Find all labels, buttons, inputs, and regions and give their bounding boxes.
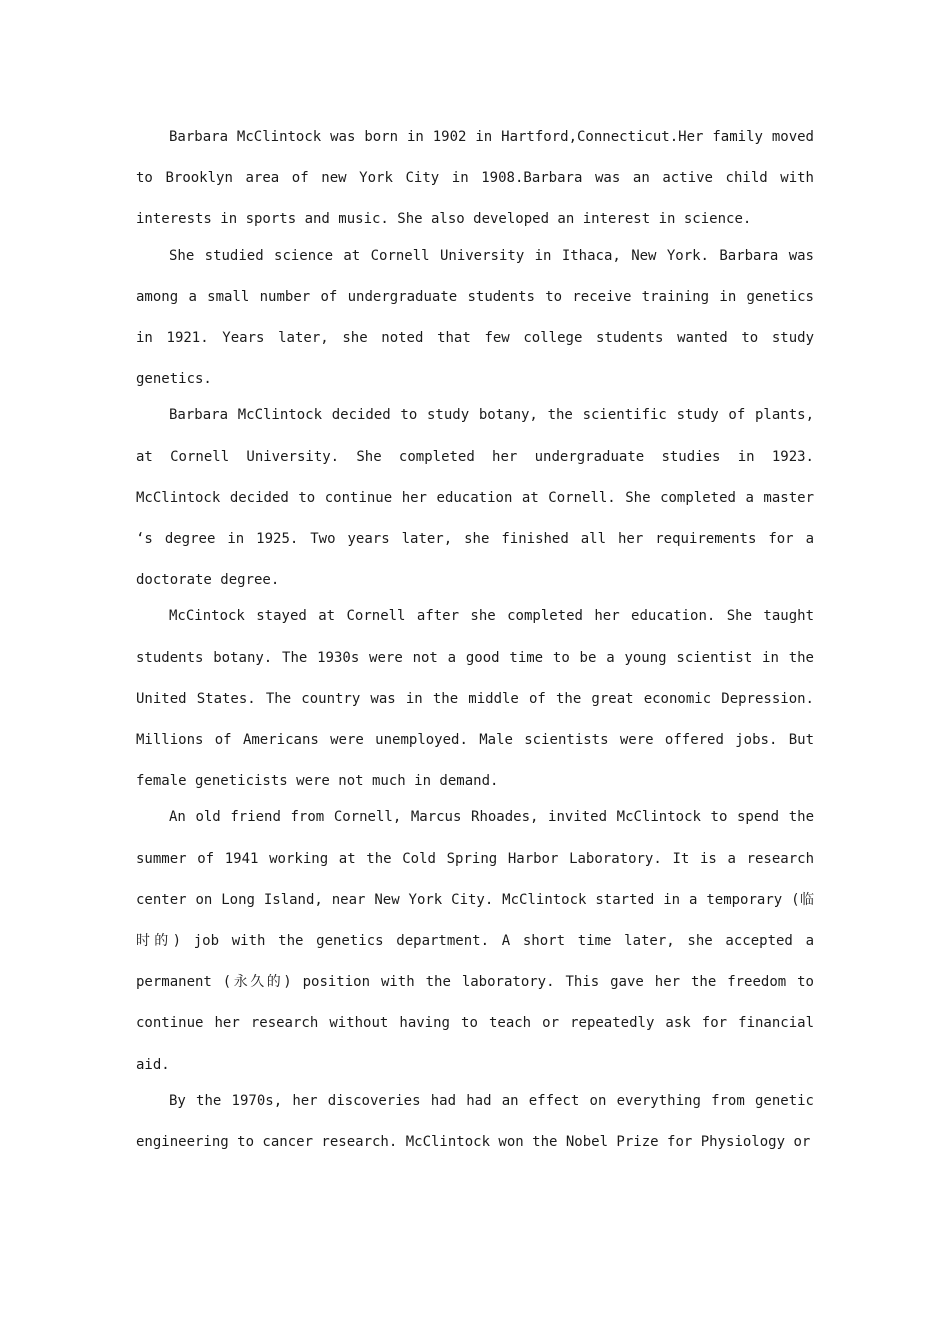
paragraph-2: She studied science at Cornell University in Ithaca, New York. Barbara was among a small number of undergraduate students to receive training in genetics in 1921. Years later, she noted that few college students wanted to study genetics. [136,247,814,388]
paragraph-3: Barbara McClintock decided to study botany, the scientific study of plants, at Cornell University. She completed her undergraduate studies in 1923. McClintock decided to continue her education at Cornell. She completed a master ‘s degree in 1925. Two years later, she finished all her requirements for a doctorate degree. [136,407,814,589]
paragraph-4: McCintock stayed at Cornell after she completed her education. She taught students botany. The 1930s were not a good time to be a young scientist in the United States. The country was in the middle of the great economic Depression. Millions of Americans were unemployed. Male scientists were offered jobs. But female geneticists were not much in demand. [136,608,814,790]
document-body [136,117,814,1158]
paragraph-1: Barbara McClintock was born in 1902 in Hartford,Connecticut.Her family moved to Brooklyn area of new York City in 1908.Barbara was an active child with interests in sports and music. She also developed an interest in science. [136,129,814,228]
paragraph-5: An old friend from Cornell, Marcus Rhoades, invited McClintock to spend the summer of 1941 working at the Cold Spring Harbor Laboratory. It is a research center on Long Island, near New York City. McClintock started in a temporary (临时的) job with the genetics department. A short time later, she accepted a permanent (永久的) position with the laboratory. This gave her the freedom to continue her research without having to teach or repeatedly ask for financial aid. [136,809,814,1073]
paragraph-6: By the 1970s, her discoveries had had an effect on everything from genetic engineering to cancer research. McClintock won the Nobel Prize for Physiology or [136,1092,814,1151]
